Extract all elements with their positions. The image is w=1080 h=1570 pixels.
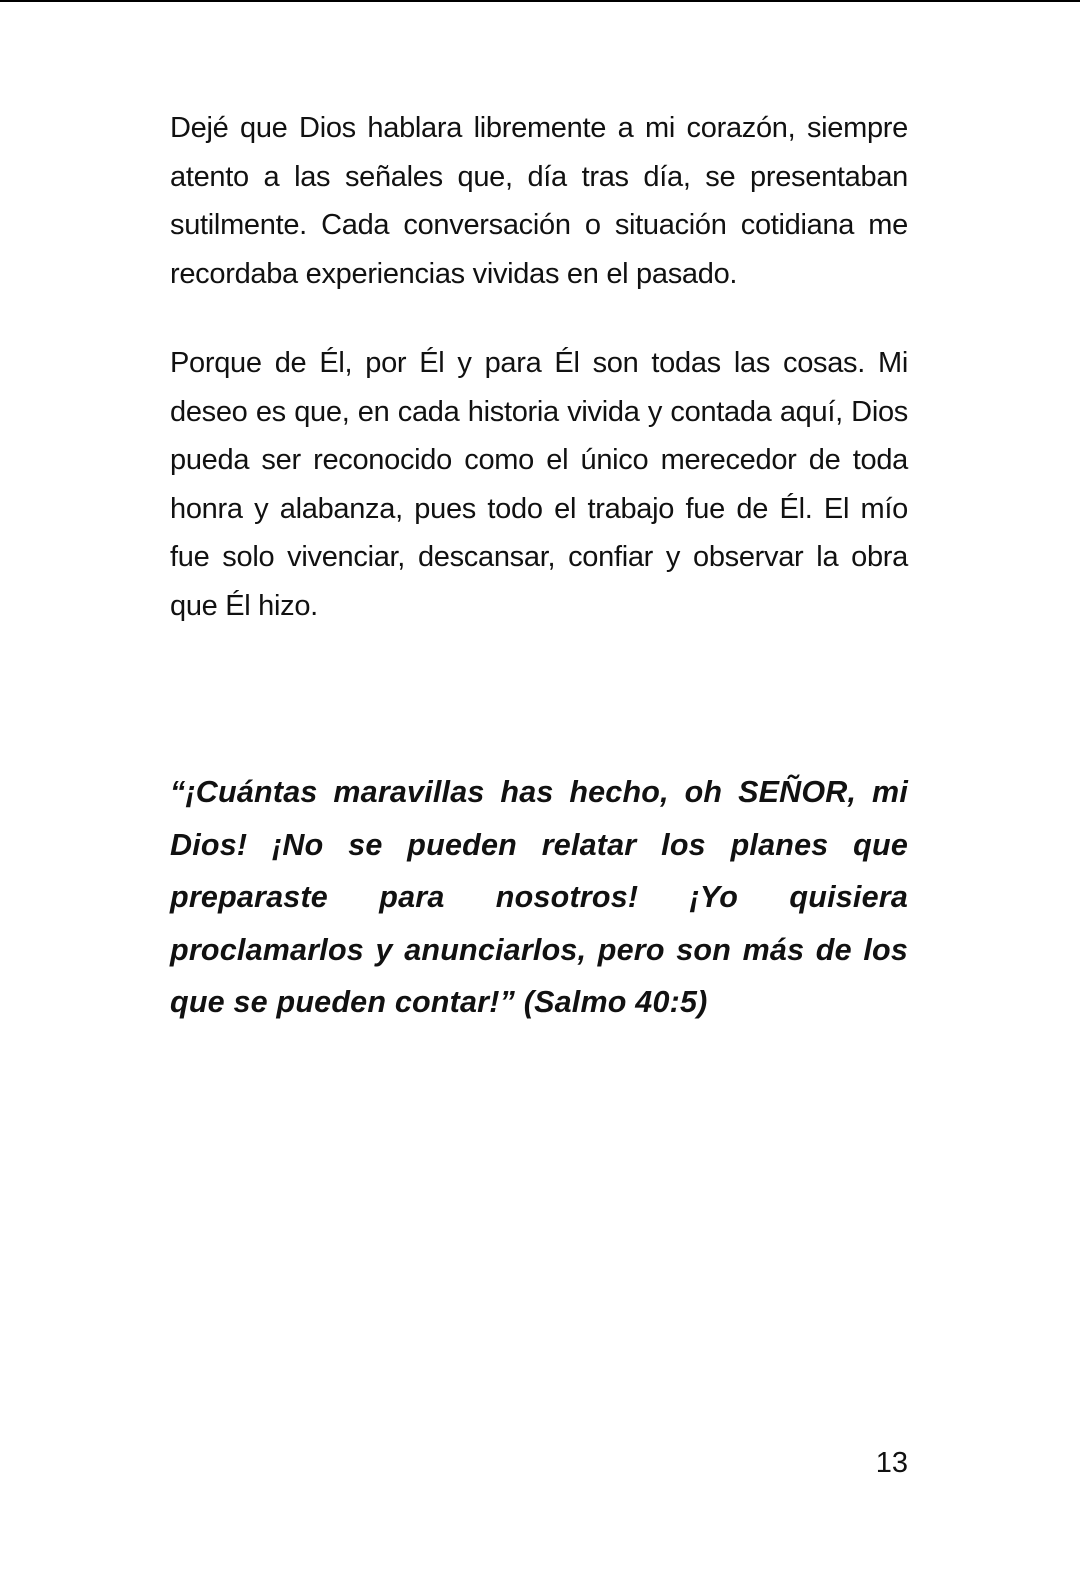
scripture-quote: [170, 766, 908, 1029]
quote-text: “¡Cuántas maravillas has hecho, oh SEÑOR, mi Dios! ¡No se pueden relatar los planes que preparaste para nosotros! ¡Yo quisiera proclamarlos y anunciarlos, pero son más de los que se pueden contar!”: [170, 775, 908, 1019]
quote-citation: (Salmo 40:5): [523, 985, 708, 1019]
body-paragraph-1: Dejé que Dios hablara libremente a mi corazón, siempre atento a las señales que, día tras día, se presentaban sutilmente. Cada conversación o situación cotidiana me recordaba experiencias vividas en el pasado.: [170, 112, 908, 290]
page-number: 13: [875, 1447, 908, 1479]
body-paragraph-2: Porque de Él, por Él y para Él son todas las cosas. Mi deseo es que, en cada historia vivida y contada aquí, Dios pueda ser reconocido como el único merecedor de toda honra y alabanza, pues todo el trabajo fue de Él. El mío fue solo vivenciar, descansar, confiar y observar la obra que Él hizo.: [170, 347, 908, 622]
